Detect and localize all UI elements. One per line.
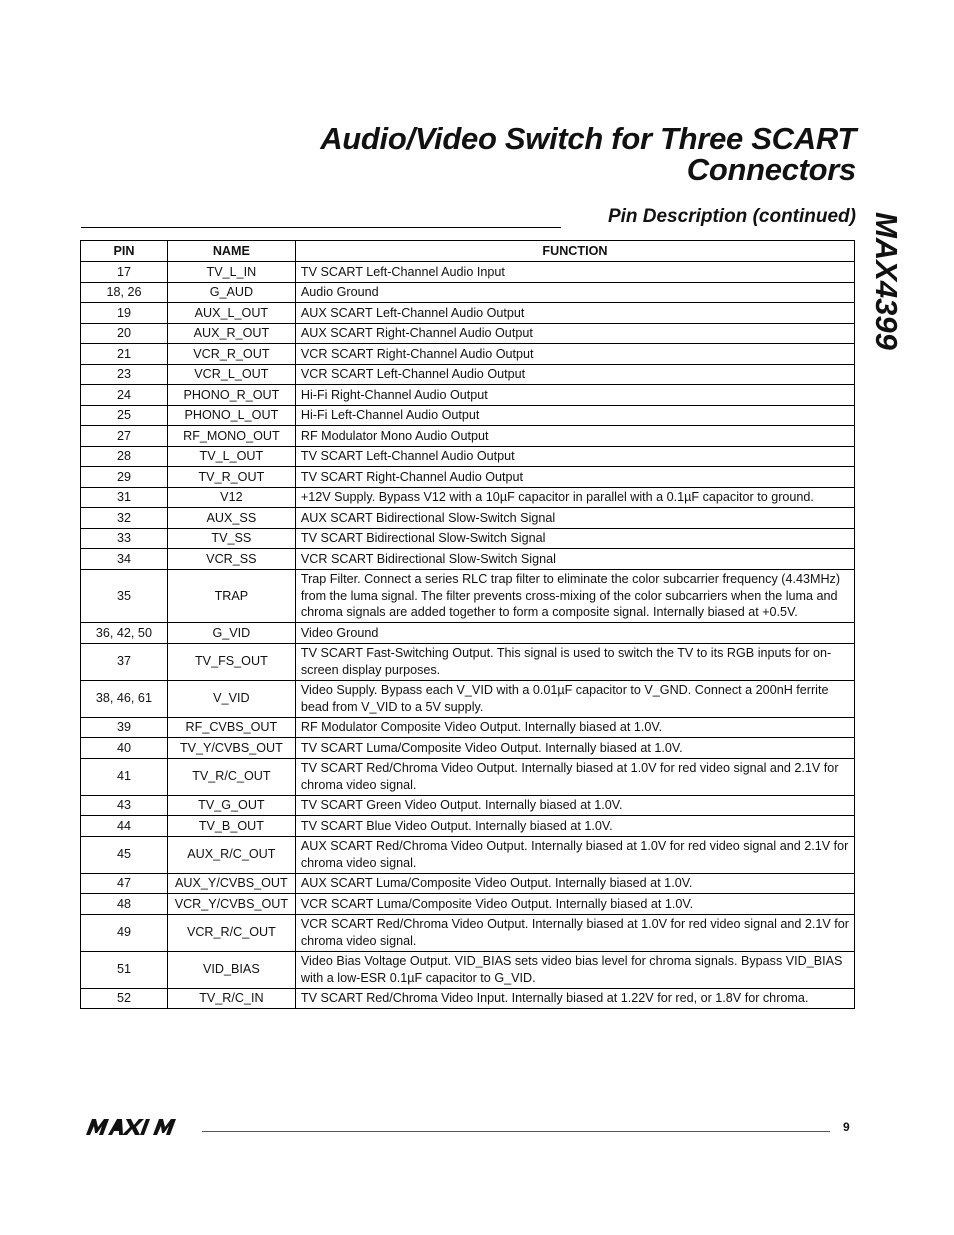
function-cell: Hi-Fi Right-Channel Audio Output xyxy=(295,385,854,406)
name-cell: TV_Y/CVBS_OUT xyxy=(167,738,295,759)
page-number: 9 xyxy=(843,1120,850,1134)
pin-cell: 47 xyxy=(81,873,168,894)
table-row xyxy=(81,717,855,738)
name-cell: PHONO_L_OUT xyxy=(167,405,295,426)
name-cell: TV_L_OUT xyxy=(167,446,295,467)
function-cell: TV SCART Left-Channel Audio Output xyxy=(295,446,854,467)
pin-cell: 29 xyxy=(81,467,168,488)
pin-cell: 39 xyxy=(81,717,168,738)
function-cell: +12V Supply. Bypass V12 with a 10µF capacitor in parallel with a 0.1µF capacitor to ground. xyxy=(295,487,854,508)
function-cell: TV SCART Blue Video Output. Internally biased at 1.0V. xyxy=(295,816,854,837)
function-cell: TV SCART Bidirectional Slow-Switch Signal xyxy=(295,528,854,549)
name-cell: AUX_R/C_OUT xyxy=(167,836,295,873)
section-title: Pin Description (continued) xyxy=(607,206,856,227)
name-cell: TV_R_OUT xyxy=(167,467,295,488)
side-part-number-text: MAX4399 xyxy=(869,212,904,350)
maxim-logo xyxy=(84,1117,192,1137)
pin-cell: 36, 42, 50 xyxy=(81,623,168,644)
name-cell: VCR_R/C_OUT xyxy=(167,914,295,951)
name-cell: TV_R/C_IN xyxy=(167,988,295,1009)
name-cell: AUX_Y/CVBS_OUT xyxy=(167,873,295,894)
name-cell: TV_R/C_OUT xyxy=(167,758,295,795)
pin-cell: 51 xyxy=(81,951,168,988)
section-rule xyxy=(81,227,561,228)
pin-cell: 17 xyxy=(81,262,168,283)
function-cell: AUX SCART Right-Channel Audio Output xyxy=(295,323,854,344)
function-cell: VCR SCART Red/Chroma Video Output. Internally biased at 1.0V for red video signal and 2.1V for chroma video signal. xyxy=(295,914,854,951)
name-cell: V_VID xyxy=(167,680,295,717)
title-line-1: Audio/Video Switch for Three SCART xyxy=(320,121,856,156)
function-cell: Video Supply. Bypass each V_VID with a 0.01µF capacitor to V_GND. Connect a 200nH ferrite bead from V_VID to a 5V supply. xyxy=(295,680,854,717)
table-row xyxy=(81,569,855,623)
name-cell: VCR_R_OUT xyxy=(167,344,295,365)
pin-cell: 33 xyxy=(81,528,168,549)
table-row xyxy=(81,680,855,717)
table-header-row xyxy=(81,241,855,262)
function-cell: TV SCART Left-Channel Audio Input xyxy=(295,262,854,283)
function-cell: Video Ground xyxy=(295,623,854,644)
name-cell: RF_MONO_OUT xyxy=(167,426,295,447)
name-cell: TV_SS xyxy=(167,528,295,549)
pin-cell: 35 xyxy=(81,569,168,623)
function-cell: TV SCART Right-Channel Audio Output xyxy=(295,467,854,488)
table-row xyxy=(81,549,855,570)
pin-cell: 44 xyxy=(81,816,168,837)
name-cell: TV_L_IN xyxy=(167,262,295,283)
pin-cell: 18, 26 xyxy=(81,282,168,303)
function-cell: TV SCART Green Video Output. Internally biased at 1.0V. xyxy=(295,795,854,816)
name-cell: AUX_SS xyxy=(167,508,295,529)
function-cell: RF Modulator Composite Video Output. Internally biased at 1.0V. xyxy=(295,717,854,738)
pin-cell: 28 xyxy=(81,446,168,467)
function-cell: TV SCART Red/Chroma Video Input. Internally biased at 1.22V for red, or 1.8V for chroma. xyxy=(295,988,854,1009)
pin-cell: 48 xyxy=(81,894,168,915)
table-row xyxy=(81,836,855,873)
table-row xyxy=(81,323,855,344)
function-cell: Video Bias Voltage Output. VID_BIAS sets video bias level for chroma signals. Bypass VID_BIAS with a low-ESR 0.1µF capacitor to G_VID. xyxy=(295,951,854,988)
name-cell: VCR_SS xyxy=(167,549,295,570)
table-row xyxy=(81,738,855,759)
function-cell: TV SCART Fast-Switching Output. This signal is used to switch the TV to its RGB inputs for on-screen display purposes. xyxy=(295,643,854,680)
table-row xyxy=(81,873,855,894)
table-row xyxy=(81,528,855,549)
pin-description-table xyxy=(80,240,855,1009)
pin-cell: 25 xyxy=(81,405,168,426)
function-cell: TV SCART Red/Chroma Video Output. Internally biased at 1.0V for red video signal and 2.1V for chroma video signal. xyxy=(295,758,854,795)
table-row xyxy=(81,643,855,680)
title-line-2: Connectors xyxy=(686,152,856,187)
pin-cell: 38, 46, 61 xyxy=(81,680,168,717)
table-row xyxy=(81,508,855,529)
table-row xyxy=(81,303,855,324)
name-cell: VID_BIAS xyxy=(167,951,295,988)
pin-cell: 32 xyxy=(81,508,168,529)
table-row xyxy=(81,405,855,426)
pin-cell: 41 xyxy=(81,758,168,795)
name-cell: TV_G_OUT xyxy=(167,795,295,816)
pin-cell: 45 xyxy=(81,836,168,873)
pin-cell: 20 xyxy=(81,323,168,344)
table-row xyxy=(81,262,855,283)
table-row xyxy=(81,344,855,365)
function-cell: Hi-Fi Left-Channel Audio Output xyxy=(295,405,854,426)
function-cell: RF Modulator Mono Audio Output xyxy=(295,426,854,447)
name-cell: PHONO_R_OUT xyxy=(167,385,295,406)
pin-cell: 49 xyxy=(81,914,168,951)
table-row xyxy=(81,894,855,915)
function-cell: VCR SCART Luma/Composite Video Output. Internally biased at 1.0V. xyxy=(295,894,854,915)
name-cell: TV_FS_OUT xyxy=(167,643,295,680)
table-row xyxy=(81,795,855,816)
function-cell: Audio Ground xyxy=(295,282,854,303)
footer-rule xyxy=(202,1131,830,1132)
table-row xyxy=(81,623,855,644)
table-row xyxy=(81,467,855,488)
function-cell: VCR SCART Bidirectional Slow-Switch Signal xyxy=(295,549,854,570)
name-cell: VCR_Y/CVBS_OUT xyxy=(167,894,295,915)
name-cell: TRAP xyxy=(167,569,295,623)
table-row xyxy=(81,282,855,303)
name-cell: V12 xyxy=(167,487,295,508)
document-title xyxy=(156,123,856,185)
name-cell: TV_B_OUT xyxy=(167,816,295,837)
function-cell: TV SCART Luma/Composite Video Output. Internally biased at 1.0V. xyxy=(295,738,854,759)
name-cell: G_VID xyxy=(167,623,295,644)
side-part-number xyxy=(868,212,908,372)
table-body xyxy=(81,262,855,1009)
column-header-name: NAME xyxy=(167,241,295,262)
pin-cell: 19 xyxy=(81,303,168,324)
table-row xyxy=(81,487,855,508)
function-cell: AUX SCART Bidirectional Slow-Switch Signal xyxy=(295,508,854,529)
pin-cell: 24 xyxy=(81,385,168,406)
name-cell: VCR_L_OUT xyxy=(167,364,295,385)
table-row xyxy=(81,951,855,988)
pin-cell: 34 xyxy=(81,549,168,570)
table-row xyxy=(81,364,855,385)
pin-cell: 31 xyxy=(81,487,168,508)
pin-cell: 27 xyxy=(81,426,168,447)
pin-cell: 21 xyxy=(81,344,168,365)
column-header-pin: PIN xyxy=(81,241,168,262)
function-cell: AUX SCART Left-Channel Audio Output xyxy=(295,303,854,324)
name-cell: G_AUD xyxy=(167,282,295,303)
table-row xyxy=(81,426,855,447)
table-row xyxy=(81,446,855,467)
function-cell: AUX SCART Red/Chroma Video Output. Internally biased at 1.0V for red video signal and 2.1V for chroma video signal. xyxy=(295,836,854,873)
table-row xyxy=(81,758,855,795)
function-cell: VCR SCART Right-Channel Audio Output xyxy=(295,344,854,365)
function-cell: AUX SCART Luma/Composite Video Output. Internally biased at 1.0V. xyxy=(295,873,854,894)
pin-cell: 37 xyxy=(81,643,168,680)
function-cell: Trap Filter. Connect a series RLC trap filter to eliminate the color subcarrier frequency (4.43MHz) from the luma signal. The filter prevents cross-mixing of the color subcarriers when the luma and chroma signals are added together to form a composite signal. Internally biased at +0.5V. xyxy=(295,569,854,623)
pin-cell: 23 xyxy=(81,364,168,385)
pin-cell: 52 xyxy=(81,988,168,1009)
column-header-function: FUNCTION xyxy=(295,241,854,262)
table-row xyxy=(81,385,855,406)
table-row xyxy=(81,816,855,837)
name-cell: AUX_L_OUT xyxy=(167,303,295,324)
table-row xyxy=(81,988,855,1009)
pin-cell: 40 xyxy=(81,738,168,759)
table-row xyxy=(81,914,855,951)
function-cell: VCR SCART Left-Channel Audio Output xyxy=(295,364,854,385)
name-cell: RF_CVBS_OUT xyxy=(167,717,295,738)
pin-cell: 43 xyxy=(81,795,168,816)
name-cell: AUX_R_OUT xyxy=(167,323,295,344)
